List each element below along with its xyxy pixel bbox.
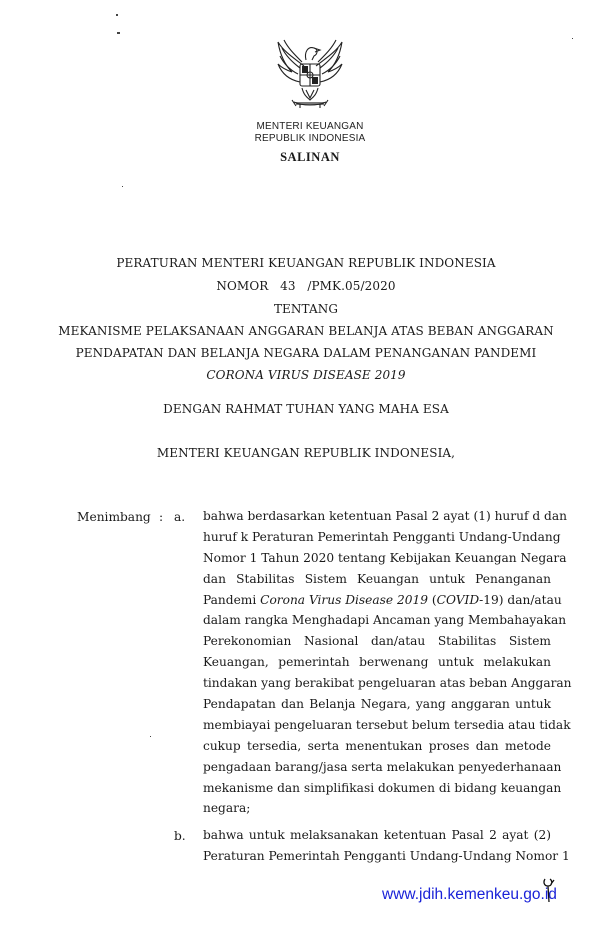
about-label: TENTANG — [273, 302, 339, 316]
text-line: Pendapatan dan Belanja Negara, yang anggaran untuk — [203, 697, 551, 712]
scan-speck — [572, 38, 573, 39]
invocation: DENGAN RAHMAT TUHAN YANG MAHA ESA — [163, 402, 449, 416]
item-marker-a: a. — [174, 510, 186, 524]
text-line: dan Stabilitas Sistem Keuangan untuk Penanganan — [203, 571, 551, 586]
text-line: membiayai pengeluaran tersebut belum tersedia atau tidak — [203, 717, 571, 732]
text-line: dalam rangka Menghadapi Ancaman yang Membahayakan — [203, 613, 567, 628]
italic-term: Corona Virus Disease 2019 — [260, 592, 428, 607]
text-span: ( — [428, 592, 437, 607]
regulation-subject-line2: PENDAPATAN DAN BELANJA NEGARA DALAM PENANGANAN PANDEMI — [75, 346, 537, 360]
consideration-b — [203, 825, 570, 867]
consideration-a — [203, 506, 572, 819]
text-line: bahwa berdasarkan ketentuan Pasal 2 ayat (1) huruf d dan — [203, 509, 567, 523]
regulation-number: NOMOR 43 /PMK.05/2020 — [216, 279, 396, 293]
copy-label: SALINAN — [280, 150, 340, 164]
regulation-title: PERATURAN MENTERI KEUANGAN REPUBLIK INDONESIA — [116, 256, 496, 270]
regulation-subject-line3: CORONA VIRUS DISEASE 2019 — [206, 368, 406, 382]
text-line: Nomor 1 Tahun 2020 tentang Kebijakan Keuangan Negara — [203, 550, 567, 565]
text-line: negara; — [203, 801, 251, 816]
text-line: mekanisme dan simplifikasi dokumen di bidang keuangan — [203, 780, 562, 795]
scan-speck — [150, 736, 151, 737]
text-span: Pandemi — [203, 592, 261, 607]
scan-speck — [122, 186, 123, 187]
text-line: pengadaan barang/jasa serta melakukan penyederhanaan — [203, 759, 562, 774]
jdih-website-link[interactable]: www.jdih.kemenkeu.go.id — [382, 886, 557, 903]
italic-term: COVID — [436, 592, 480, 607]
text-span: -19) dan/atau — [479, 592, 562, 607]
text-line: Keuangan, pemerintah berwenang untuk melakukan — [203, 655, 551, 670]
text-line: huruf k Peraturan Pemerintah Pengganti Undang-Undang — [203, 529, 561, 544]
regulation-subject-line1: MEKANISME PELAKSANAAN ANGGARAN BELANJA ATAS BEBAN ANGGARAN — [58, 324, 554, 338]
scan-speck — [117, 32, 120, 34]
ministry-name-line2: REPUBLIK INDONESIA — [254, 133, 366, 144]
initial-signature-icon — [541, 876, 557, 904]
authority: MENTERI KEUANGAN REPUBLIK INDONESIA, — [156, 446, 456, 460]
garuda-emblem-icon — [270, 28, 350, 116]
text-line: tindakan yang berakibat pengeluaran atas beban Anggaran — [203, 676, 572, 691]
considerations-colon: : — [159, 510, 164, 524]
text-line: bahwa untuk melaksanakan ketentuan Pasal 2 ayat (2) — [203, 828, 551, 842]
text-line: Perekonomian Nasional dan/atau Stabilitas Sistem — [203, 634, 551, 649]
scan-speck — [116, 14, 118, 16]
item-marker-b: b. — [174, 829, 186, 843]
text-line: Peraturan Pemerintah Pengganti Undang-Undang Nomor 1 — [203, 848, 570, 863]
text-line — [203, 590, 562, 611]
text-line: cukup tersedia, serta menentukan proses dan metode — [203, 738, 551, 753]
considerations-label: Menimbang — [77, 510, 151, 524]
ministry-name-line1: MENTERI KEUANGAN — [256, 121, 364, 132]
